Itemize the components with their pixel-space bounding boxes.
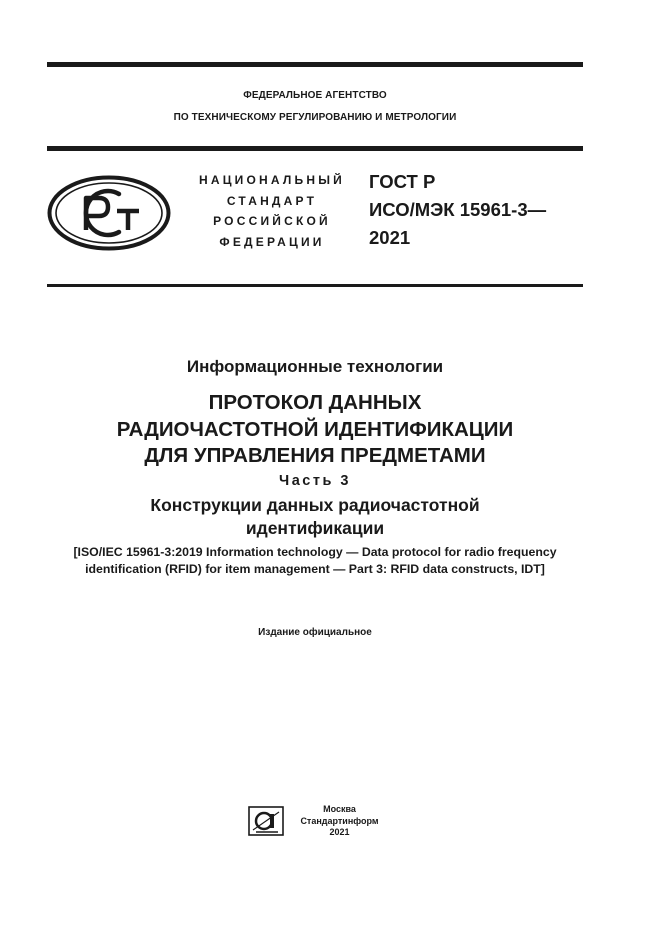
part-title-line-2: идентификации (245, 518, 385, 538)
part-title (47, 494, 583, 540)
publisher-city: Москва (323, 804, 356, 814)
designation-line-2: ИСО/МЭК 15961-3— (369, 199, 547, 220)
national-standard-line-2: СТАНДАРТ (226, 193, 318, 208)
designation-rule (47, 284, 583, 287)
national-standard-line-3: РОССИЙСКОЙ (213, 214, 331, 228)
top-rule (47, 62, 583, 67)
national-standard-label (186, 170, 358, 252)
title-subject: Информационные технологии (186, 357, 444, 376)
main-title-line-2: РАДИОЧАСТОТНОЙ ИДЕНТИФИКАЦИИ (116, 417, 514, 441)
designation-line-3: 2021 (369, 227, 411, 248)
agency-line-2: ПО ТЕХНИЧЕСКОМУ РЕГУЛИРОВАНИЮ И МЕТРОЛОГИИ (173, 112, 457, 123)
main-title-line-3: ДЛЯ УПРАВЛЕНИЯ ПРЕДМЕТАМИ (144, 444, 486, 467)
publisher-year: 2021 (329, 827, 350, 837)
english-title (47, 544, 583, 578)
main-title-line-1: ПРОТОКОЛ ДАННЫХ (208, 391, 422, 414)
header-rule (47, 146, 583, 151)
rst-certification-logo-icon (47, 175, 171, 251)
national-standard-line-1: НАЦИОНАЛЬНЫЙ (198, 173, 346, 187)
part-title-line-1: Конструкции данных радиочастотной (150, 495, 480, 515)
agency-line-1: ФЕДЕРАЛЬНОЕ АГЕНТСТВО (243, 90, 387, 101)
main-title (47, 390, 583, 470)
publisher-imprint (292, 804, 387, 839)
part-label: Часть 3 (279, 473, 351, 489)
english-title-line-1: [ISO/IEC 15961-3:2019 Information technology — Data protocol for radio frequency (73, 545, 557, 559)
standard-designation (369, 168, 546, 252)
english-title-line-2: identification (RFID) for item management — Part 3: RFID data constructs, IDT] (85, 562, 545, 576)
designation-line-1: ГОСТ Р (369, 171, 436, 192)
edition-label: Издание официальное (258, 627, 372, 638)
publisher-name: Стандартинформ (300, 815, 379, 826)
standartinform-logo-icon (248, 806, 284, 836)
national-standard-line-4: ФЕДЕРАЦИИ (219, 234, 325, 249)
